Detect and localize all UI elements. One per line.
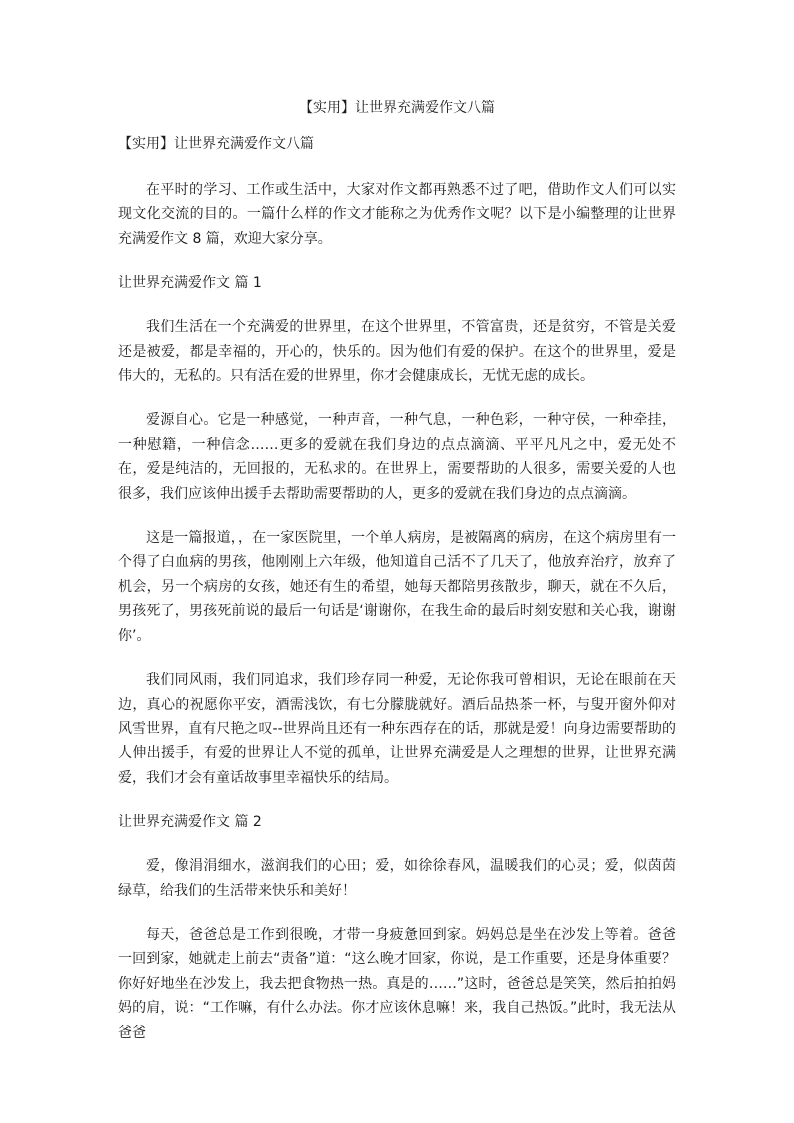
section-1-paragraph-4: 我们同风雨，我们同追求，我们珍存同一种爱，无论你我可曾相识，无论在眼前在天边，真心的祝愿你平安，酒需浅饮，有七分朦胧就好。酒后品热茶一杯，与叟开窗外仰对风雪世界，直有尺艳之叹--世界尚且还有一种东西存在的话，那就是爱！向身边需要帮助的人伸出援手，有爱的世界让人不觉的孤单，让世界充满爱是人之理想的世界，让世界充满爱，我们才会有童话故事里幸福快乐的结局。 (118, 672, 676, 786)
document-body (118, 132, 676, 1065)
section-2-paragraph-2: 每天，爸爸总是工作到很晚，才带一身疲惫回到家。妈妈总是坐在沙发上等着。爸爸一回到家，她就走上前去“责备”道：“这么晚才回家，你说，是工作重要，还是身体重要？你好好地坐在沙发上，我去把食物热一热。真是的……”这时，爸爸总是笑笑，然后拍拍妈妈的肩，说：“工作嘛，有什么办法。你才应该休息嘛！来，我自己热饭。”此时，我无法从爸爸 (118, 926, 676, 1041)
document-title: 【实用】让世界充满爱作文八篇 (299, 100, 495, 116)
section-1-paragraph-3: 这是一篇报道，，在一家医院里，一个单人病房，是被隔离的病房，在这个病房里有一个得了白血病的男孩，他刚刚上六年级，他知道自己活不了几天了，他放弃治疗，放弃了机会，另一个病房的女孩，她还有生的希望，她每天都陪男孩散步，聊天，就在不久后，男孩死了，男孩死前说的最后一句话是‘谢谢你，在我生命的最后时刻安慰和关心我，谢谢你’。 (118, 530, 676, 644)
section-heading-2: 让世界充满爱作文 篇 2 (118, 814, 262, 831)
document-subtitle: 【实用】让世界充满爱作文八篇 (118, 136, 314, 152)
section-1-paragraph-2: 爱源自心。它是一种感觉，一种声音，一种气息，一种色彩，一种守侯，一种牵挂，一种慰籍，一种信念……更多的爱就在我们身边的点点滴滴、平平凡凡之中，爱无处不在，爱是纯洁的，无回报的，无私求的。在世界上，需要帮助的人很多，需要关爱的人也很多，我们应该伸出援手去帮助需要帮助的人，更多的爱就在我们身边的点点滴滴。 (118, 412, 676, 502)
section-2-paragraph-1: 爱，像涓涓细水，滋润我们的心田；爱，如徐徐春风，温暖我们的心灵；爱，似茵茵绿草，给我们的生活带来快乐和美好！ (118, 858, 676, 899)
section-1-paragraph-1: 我们生活在一个充满爱的世界里，在这个世界里，不管富贵，还是贫穷，不管是关爱还是被爱，都是幸福的，开心的，快乐的。因为他们有爱的保护。在这个的世界里，爱是伟大的，无私的。只有活在爱的世界里，你才会健康成长，无忧无虑的成长。 (118, 319, 676, 385)
intro-paragraph: 在平时的学习、工作或生活中，大家对作文都再熟悉不过了吧，借助作文人们可以实现文化交流的目的。一篇什么样的作文才能称之为优秀作文呢？以下是小编整理的让世界充满爱作文 8 篇，欢迎大家分享。 (118, 182, 676, 247)
section-heading-1: 让世界充满爱作文 篇 1 (118, 275, 262, 292)
